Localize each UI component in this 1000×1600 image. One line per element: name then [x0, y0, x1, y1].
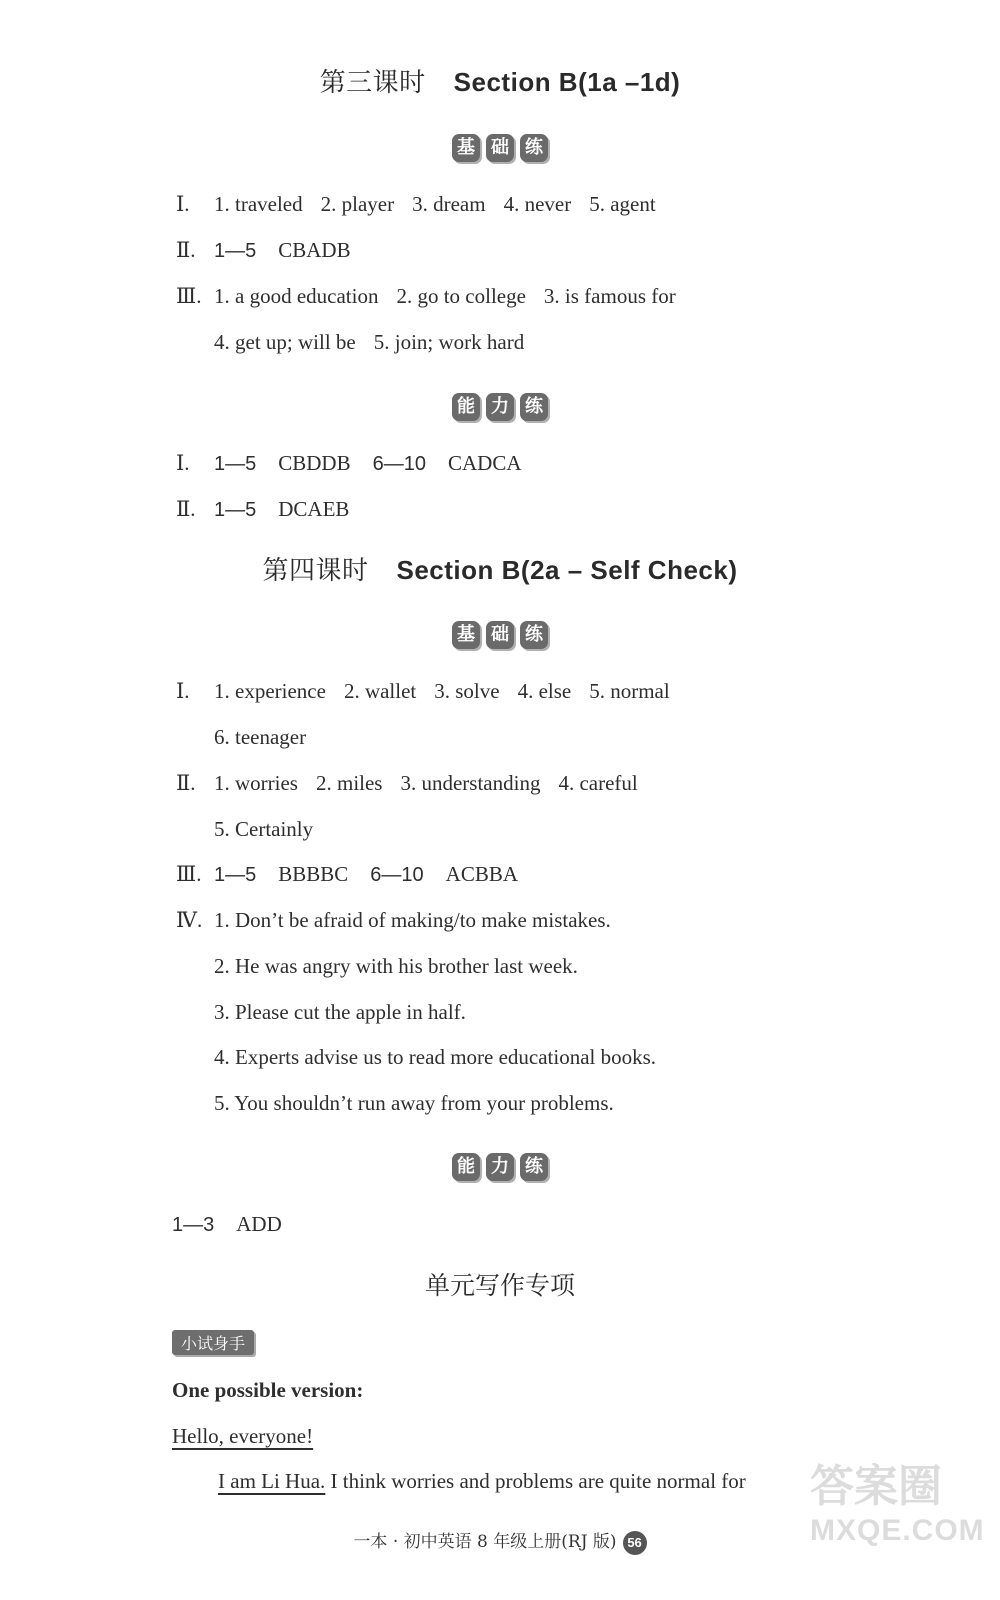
body-line: I am Li Hua. I think worries and problems are quite normal for	[218, 1469, 746, 1493]
page-number: 56	[623, 1531, 647, 1555]
s4-basic-row4-1: Ⅳ. 1. Don’t be afraid of making/to make mistakes.	[176, 908, 611, 932]
s4-basic-row3: Ⅲ. 1—5 BBBBC 6—10 ACBBA	[176, 862, 519, 886]
badge-lian: 练	[520, 1153, 548, 1181]
badge-neng: 能	[452, 1153, 480, 1181]
badge-li: 力	[486, 393, 514, 421]
s4-basic-badge	[0, 621, 1000, 651]
s4-basic-row4-3: 3. Please cut the apple in half.	[214, 1000, 466, 1024]
try-it-tag: 小试身手	[172, 1330, 254, 1355]
section4-title: 第四课时 Section B(2a – Self Check)	[262, 555, 738, 586]
s4-basic-row4-5: 5. You shouldn’t run away from your problems.	[214, 1091, 614, 1115]
s4-ability-badge	[0, 1153, 1000, 1183]
s3-basic-row1: Ⅰ. 1. traveled 2. player 3. dream 4. never 5. agent	[176, 192, 656, 216]
badge-li: 力	[486, 1153, 514, 1181]
s4-basic-row4-2: 2. He was angry with his brother last week.	[214, 954, 578, 978]
badge-ji: 基	[452, 621, 480, 649]
s3-basic-badge	[0, 134, 1000, 164]
s4-basic-row1a: Ⅰ. 1. experience 2. wallet 3. solve 4. else 5. normal	[176, 679, 670, 703]
badge-lian: 练	[520, 393, 548, 421]
badge-ji: 基	[452, 134, 480, 162]
s4-basic-row4-4: 4. Experts advise us to read more educational books.	[214, 1045, 657, 1069]
section3-title: 第三课时 Section B(1a –1d)	[319, 67, 681, 98]
s3-basic-row3b: 4. get up; will be 5. join; work hard	[214, 330, 525, 354]
s4-basic-row2a: Ⅱ. 1. worries 2. miles 3. understanding 4. careful	[176, 771, 638, 795]
badge-lian: 练	[520, 621, 548, 649]
badge-chu: 础	[486, 134, 514, 162]
s3-ability-row2: Ⅱ. 1—5 DCAEB	[176, 497, 350, 521]
badge-neng: 能	[452, 393, 480, 421]
s3-basic-row3a: Ⅲ. 1. a good education 2. go to college 3. is famous for	[176, 284, 676, 308]
version-label: One possible version:	[172, 1378, 364, 1402]
s4-basic-row2b: 5. Certainly	[214, 817, 314, 841]
greeting: Hello, everyone!	[172, 1424, 314, 1448]
s4-ability-row: 1—3 ADD	[172, 1212, 282, 1236]
s4-basic-row1b: 6. teenager	[214, 725, 307, 749]
s3-ability-row1: Ⅰ. 1—5 CBDDB 6—10 CADCA	[176, 451, 522, 475]
s3-basic-row2: Ⅱ. 1—5 CBADB	[176, 238, 351, 262]
badge-lian: 练	[520, 134, 548, 162]
page-footer: 一本 · 初中英语 8 年级上册(RJ 版) 56	[0, 1527, 1000, 1555]
site-watermark: 答案圈 MXQE.COM	[810, 1461, 985, 1547]
s3-ability-badge	[0, 393, 1000, 423]
badge-chu: 础	[486, 621, 514, 649]
unit-writing-title: 单元写作专项	[424, 1271, 575, 1300]
